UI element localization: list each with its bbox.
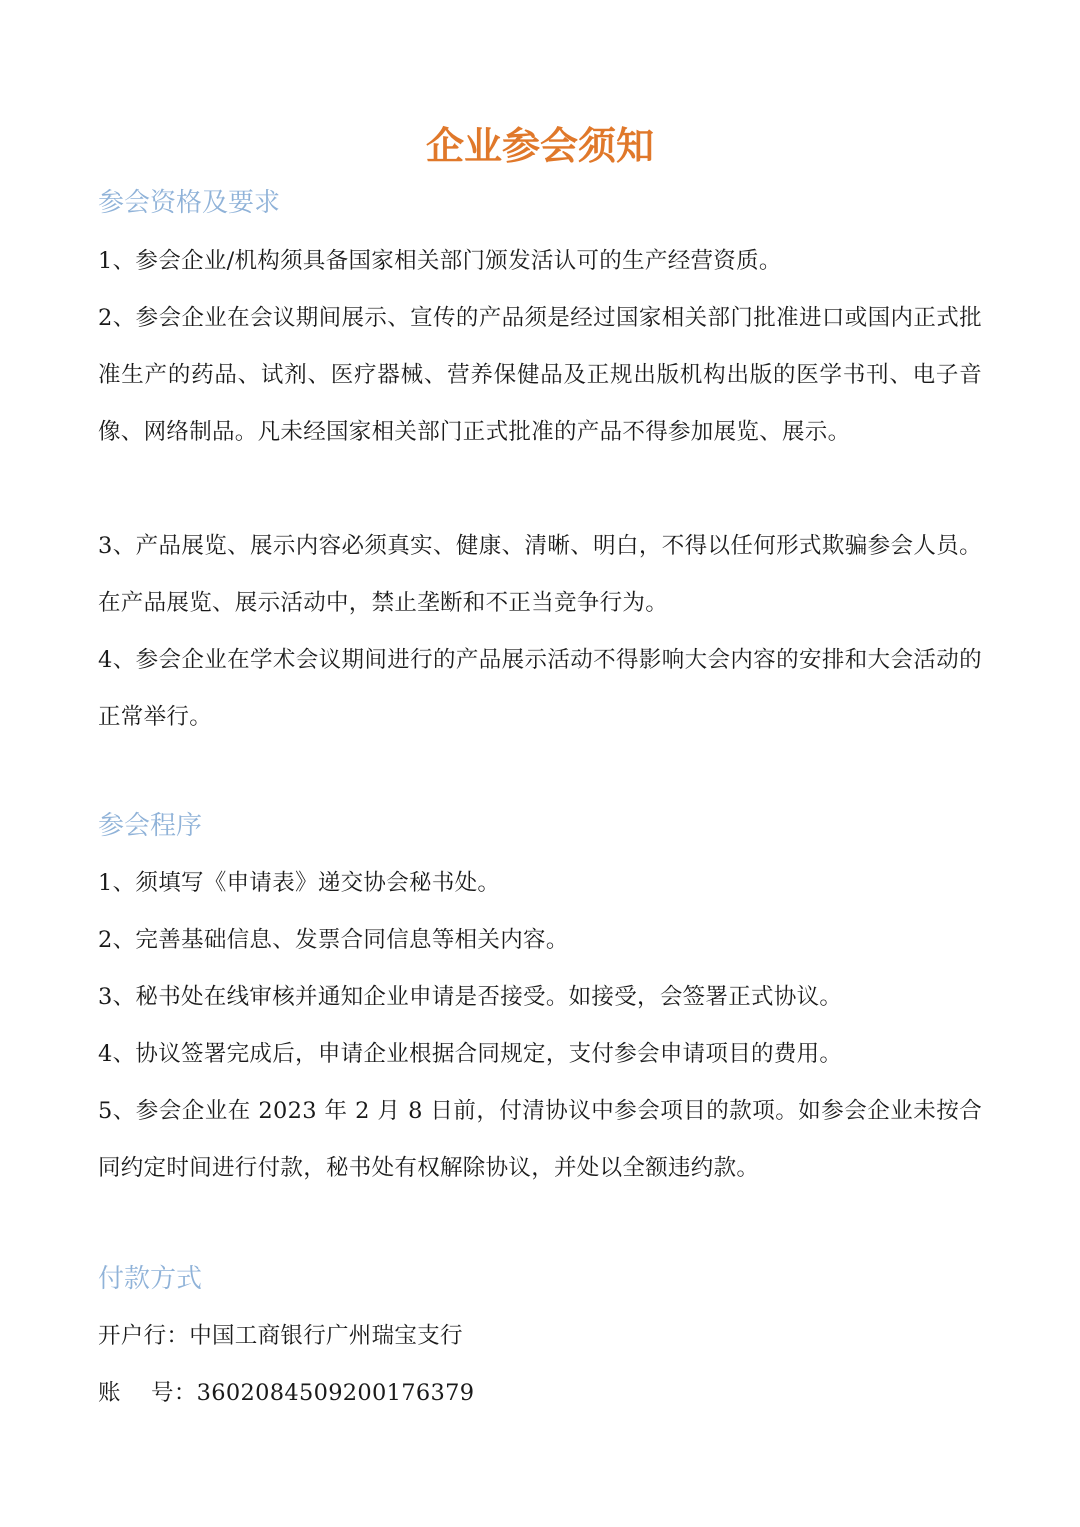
procedure-item-5: 5、参会企业在 2023 年 2 月 8 日前，付清协议中参会项目的款项。如参会企业未按合同约定时间进行付款，秘书处有权解除协议，并处以全额违约款。	[98, 1098, 982, 1181]
qualification-item-2: 2、参会企业在会议期间展示、宣传的产品须是经过国家相关部门批准进口或国内正式批准生产的药品、试剂、医疗器械、营养保健品及正规出版机构出版的医学书刊、电子音像、网络制品。凡未经国家相关部门正式批准的产品不得参加展览、展示。	[98, 305, 982, 445]
section-heading-qualification: 参会资格及要求	[98, 188, 281, 218]
procedure-item-2: 2、完善基础信息、发票合同信息等相关内容。	[98, 927, 569, 953]
procedure-item-4: 4、协议签署完成后，申请企业根据合同规定，支付参会申请项目的费用。	[98, 1041, 843, 1067]
procedure-item-1: 1、须填写《申请表》递交协会秘书处。	[98, 870, 501, 896]
account-line: 账 号：3602084509200176379	[98, 1380, 475, 1406]
qualification-item-3: 3、产品展览、展示内容必须真实、健康、清晰、明白，不得以任何形式欺骗参会人员。在产品展览、展示活动中，禁止垄断和不正当竞争行为。	[98, 533, 982, 616]
section-heading-payment: 付款方式	[98, 1264, 203, 1294]
section-heading-procedure: 参会程序	[98, 811, 203, 841]
procedure-item-3: 3、秘书处在线审核并通知企业申请是否接受。如接受，会签署正式协议。	[98, 984, 843, 1010]
qualification-item-4: 4、参会企业在学术会议期间进行的产品展示活动不得影响大会内容的安排和大会活动的正常举行。	[98, 647, 982, 730]
bank-line: 开户行：中国工商银行广州瑞宝支行	[98, 1323, 463, 1349]
page-title: 企业参会须知	[425, 124, 654, 168]
qualification-item-1: 1、参会企业/机构须具备国家相关部门颁发活认可的生产经营资质。	[98, 248, 782, 274]
